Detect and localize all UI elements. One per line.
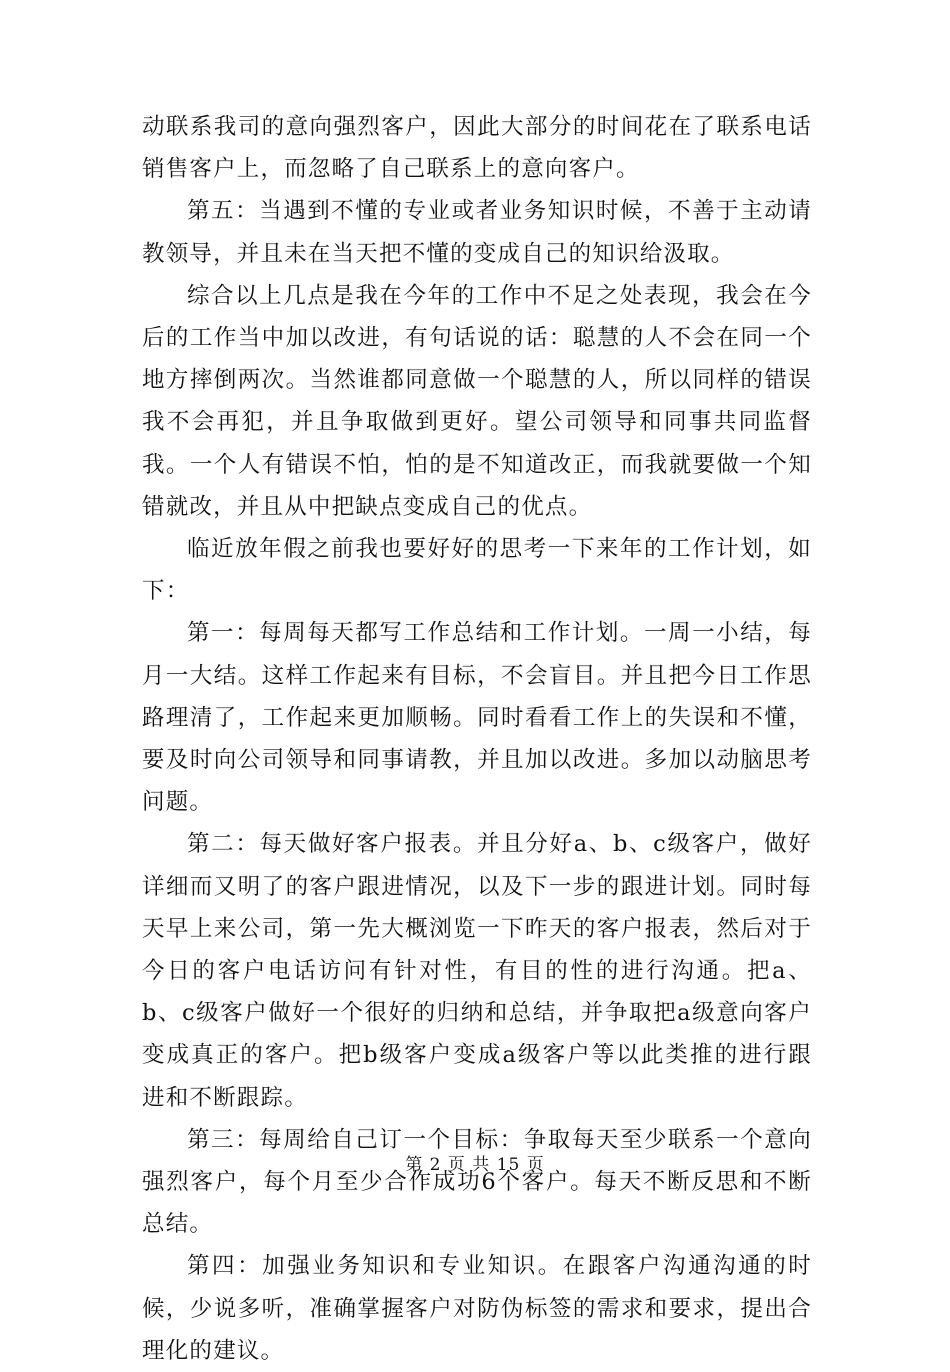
paragraph-5: 第一：每周每天都写工作总结和工作计划。一周一小结，每月一大结。这样工作起来有目标，不会盲目。并且把今日工作思路理清了，工作起来更加顺畅。同时看看工作上的失误和不懂，要及时向公司领导和同事请教，并且加以改进。多加以动脑思考问题。 [142, 620, 812, 816]
paragraph-4: 临近放年假之前我也要好好的思考一下来年的工作计划，如下： [142, 536, 812, 605]
paragraph-7: 第三：每周给自己订一个目标：争取每天至少联系一个意向强烈客户，每个月至少合作成功6个客户。每天不断反思和不断总结。 [142, 1126, 812, 1238]
paragraph-2: 第五：当遇到不懂的专业或者业务知识时候，不善于主动请教领导，并且未在当天把不懂的变成自己的知识给汲取。 [142, 198, 812, 267]
document-body [142, 106, 812, 1372]
paragraph-1: 动联系我司的意向强烈客户，因此大部分的时间花在了联系电话销售客户上，而忽略了自己联系上的意向客户。 [142, 114, 812, 183]
paragraph-3: 综合以上几点是我在今年的工作中不足之处表现，我会在今后的工作当中加以改进，有句话说的话：聪慧的人不会在同一个地方摔倒两次。当然谁都同意做一个聪慧的人，所以同样的错误我不会再犯，并且争取做到更好。望公司领导和同事共同监督我。一个人有错误不怕，怕的是不知道改正，而我就要做一个知错就改，并且从中把缺点变成自己的优点。 [142, 282, 812, 520]
paragraph-8: 第四：加强业务知识和专业知识。在跟客户沟通沟通的时候，少说多听，准确掌握客户对防伪标签的需求和要求，提出合理化的建议。 [142, 1253, 812, 1364]
page-number-footer: 第 2 页 共 15 页 [405, 1155, 545, 1175]
paragraph-6: 第二：每天做好客户报表。并且分好a、b、c级客户，做好详细而又明了的客户跟进情况，以及下一步的跟进计划。同时每天早上来公司，第一先大概浏览一下昨天的客户报表，然后对于今日的客户电话访问有针对性，有目的性的进行沟通。把a、b、c级客户做好一个很好的归纳和总结，并争取把a级意向客户变成真正的客户。把b级客户变成a级客户等以此类推的进行跟进和不断跟踪。 [142, 831, 812, 1111]
